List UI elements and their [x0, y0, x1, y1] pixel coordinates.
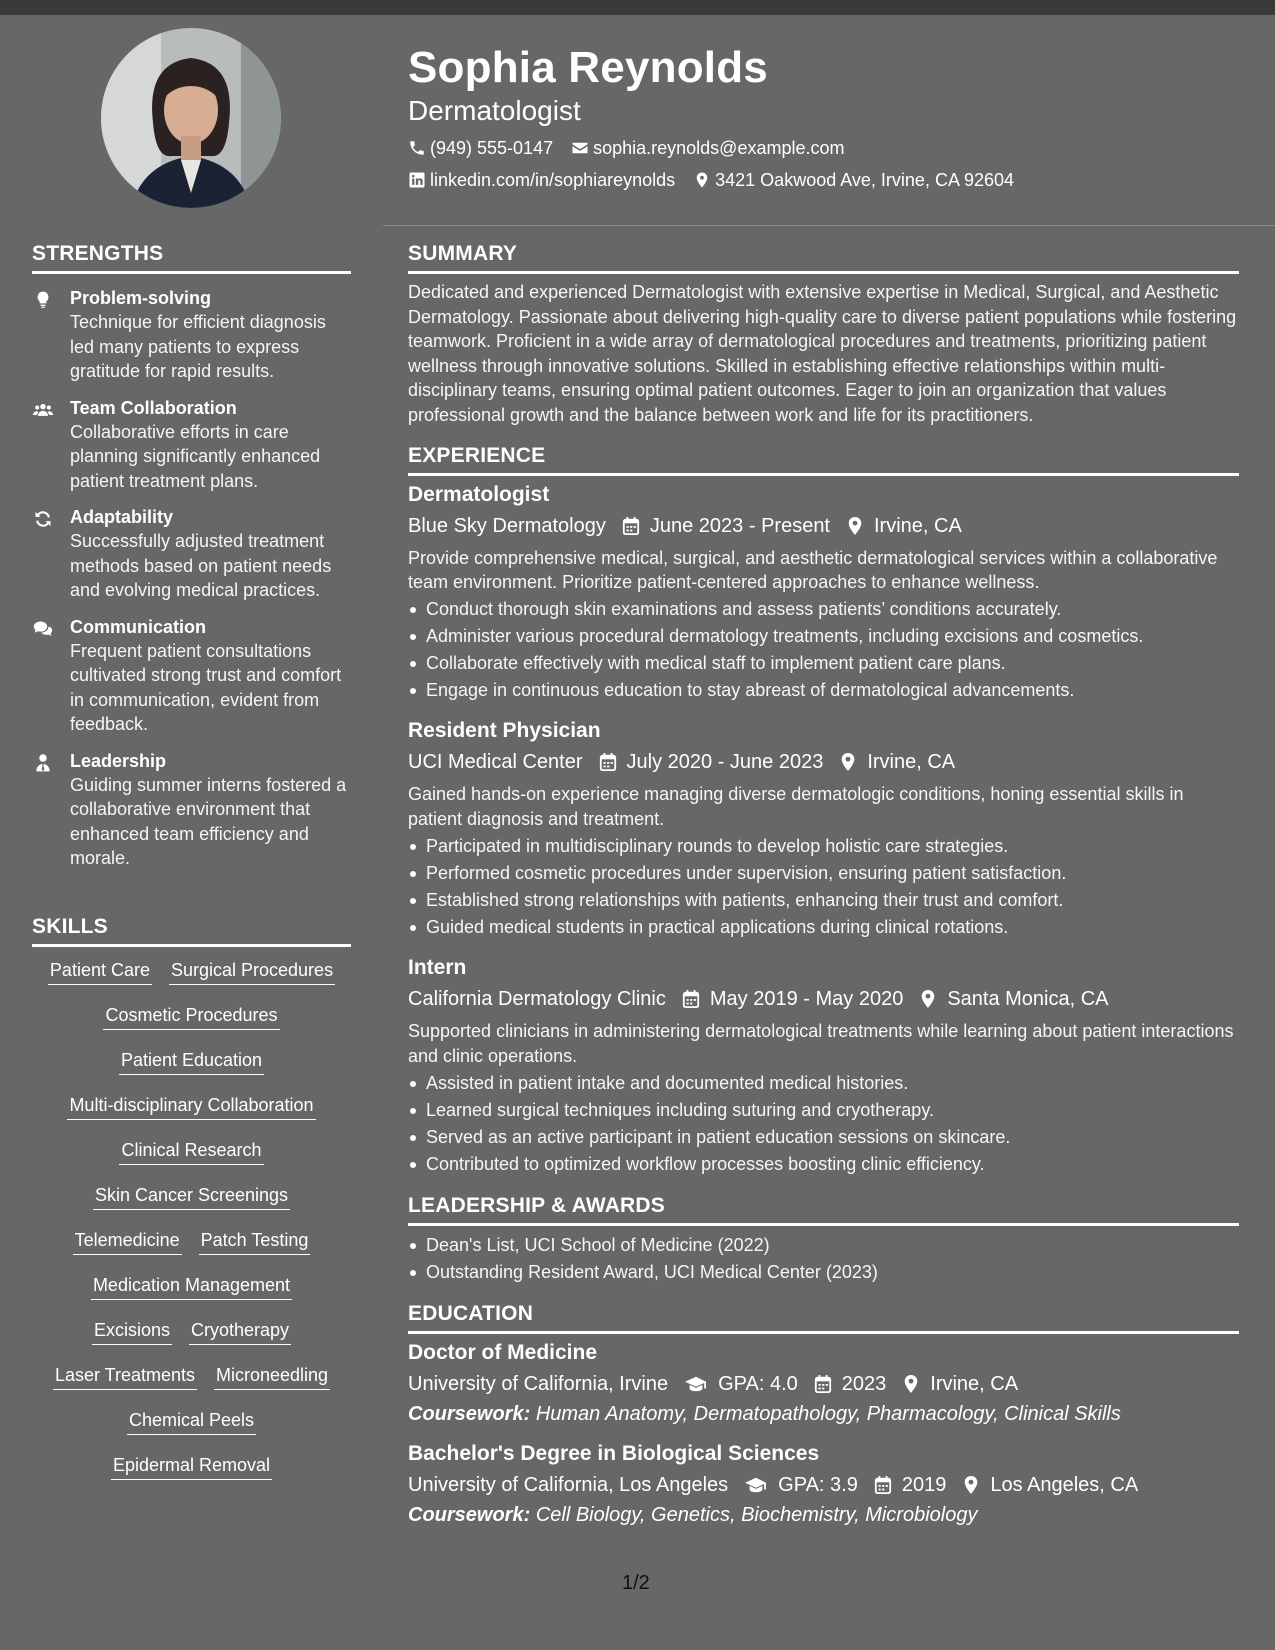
map-pin-icon [962, 1475, 980, 1495]
job-bullet: Engage in continuous education to stay abreast of dermatological advancements. [408, 677, 1239, 704]
strength-title: Team Collaboration [70, 397, 237, 418]
coursework-label: Coursework: [408, 1504, 531, 1526]
job-meta [408, 513, 1239, 539]
calendar-icon [814, 1374, 832, 1394]
strength-desc: Collaborative efforts in care planning significantly enhanced patient treatment plans. [70, 421, 321, 491]
linkedin-icon [408, 171, 426, 189]
map-pin-icon [693, 171, 711, 189]
job-description: Provide comprehensive medical, surgical, and aesthetic dermatological services within a collaborative team environment. Prioritize patient-centered approaches to enhance wellness. [408, 547, 1218, 592]
company-name: UCI Medical Center [408, 751, 583, 774]
job-entry [408, 955, 1239, 1178]
school-location: Irvine, CA [930, 1373, 1019, 1395]
strength-desc: Guiding summer interns fostered a collaborative environment that enhanced team efficiency and morale. [70, 774, 347, 868]
job-dates: June 2023 - Present [649, 514, 830, 537]
top-bar [0, 0, 1275, 15]
main-column [408, 242, 1239, 1528]
job-bullet: Collaborate effectively with medical staff to implement patient care plans. [408, 650, 1239, 677]
job-title: Intern [408, 956, 467, 980]
awards-list [408, 1232, 1239, 1286]
linkedin-text: linkedin.com/in/sophiareynolds [430, 170, 676, 190]
skill-tag: Patch Testing [199, 1229, 311, 1255]
skill-tag: Patient Care [48, 959, 152, 985]
job-location: Santa Monica, CA [947, 988, 1109, 1011]
job-bullet: Learned surgical techniques including suturing and cryotherapy. [408, 1097, 1239, 1124]
email-contact[interactable] [571, 137, 844, 159]
skill-tag: Patient Education [119, 1049, 264, 1075]
job-bullet: Served as an active participant in patient education sessions on skincare. [408, 1124, 1239, 1151]
strength-item [32, 287, 351, 384]
coursework [408, 1401, 1239, 1427]
education-entry [408, 1441, 1239, 1528]
graduation-year: 2019 [901, 1474, 947, 1496]
strength-title: Leadership [70, 750, 167, 771]
job-bullets [408, 596, 1239, 704]
strength-item [32, 616, 351, 737]
skills-list [32, 959, 351, 1499]
school-name: University of California, Los Angeles [408, 1474, 729, 1496]
graduation-year: 2023 [841, 1373, 887, 1395]
job-bullet: Administer various procedural dermatology treatments, including excisions and cosmetics. [408, 623, 1239, 650]
graduation-cap-icon [744, 1475, 768, 1495]
skills-section [32, 915, 351, 1499]
awards-section [408, 1194, 1239, 1286]
education-entry [408, 1340, 1239, 1427]
skill-tag: Excisions [92, 1319, 172, 1345]
summary-section [408, 242, 1239, 428]
skill-tag: Epidermal Removal [111, 1454, 272, 1480]
calendar-icon [682, 989, 700, 1009]
summary-text: Dedicated and experienced Dermatologist with extensive expertise in Medical, Surgical, and Aesthetic Dermatology. Passionate about delivering high-quality care to diverse patient populations while fostering teamwork. Proficient in a wide array of dermatological procedures and treatments, prioritizing patient wellness through innovative solutions. Skilled in establishing effective relationships within multi-disciplinary teams, ensuring optimal patient outcomes. Eager to join an organization that values professional growth and the balance between work and life for its practitioners. [408, 282, 1237, 425]
coursework-label: Coursework: [408, 1403, 531, 1425]
strengths-section [32, 242, 351, 871]
job-bullet: Guided medical students in practical applications during clinical rotations. [408, 914, 1239, 941]
job-bullet: Established strong relationships with patients, enhancing their trust and comfort. [408, 887, 1239, 914]
strength-desc: Successfully adjusted treatment methods based on patient needs and evolving medical practices. [70, 531, 332, 600]
strength-item [32, 750, 351, 871]
candidate-title: Dermatologist [408, 95, 581, 126]
gpa-text: GPA: 4.0 [718, 1373, 798, 1395]
skill-tag: Medication Management [91, 1274, 292, 1300]
graduation-cap-icon [684, 1374, 708, 1394]
school-name: University of California, Irvine [408, 1373, 669, 1395]
strengths-heading: STRENGTHS [32, 242, 351, 274]
calendar-icon [599, 752, 617, 772]
education-meta [408, 1371, 1239, 1397]
strength-item [32, 397, 351, 494]
map-pin-icon [902, 1374, 920, 1394]
address-contact [693, 169, 1014, 191]
sync-icon [32, 509, 54, 529]
users-icon [32, 400, 54, 420]
map-pin-icon [839, 752, 857, 772]
skill-tag: Surgical Procedures [169, 959, 335, 985]
skill-tag: Chemical Peels [127, 1409, 256, 1435]
resume-header [408, 40, 1238, 191]
skill-tag: Microneedling [214, 1364, 330, 1390]
education-meta [408, 1472, 1239, 1498]
job-bullet: Contributed to optimized workflow processes boosting clinic efficiency. [408, 1151, 1239, 1178]
awards-heading: LEADERSHIP & AWARDS [408, 1194, 1239, 1226]
job-entry [408, 482, 1239, 705]
award-item: Outstanding Resident Award, UCI Medical Center (2023) [408, 1259, 1239, 1286]
skill-tag: Cosmetic Procedures [103, 1004, 279, 1030]
strength-title: Problem-solving [70, 288, 212, 308]
job-meta [408, 986, 1239, 1012]
job-bullets [408, 833, 1239, 941]
envelope-icon [571, 139, 589, 157]
lightbulb-icon [32, 290, 54, 310]
strength-item [32, 506, 351, 603]
job-location: Irvine, CA [867, 751, 956, 774]
job-dates: May 2019 - May 2020 [709, 988, 904, 1011]
job-bullet: Participated in multidisciplinary rounds to develop holistic care strategies. [408, 833, 1239, 860]
contact-row-2 [408, 169, 1238, 191]
skill-tag: Skin Cancer Screenings [93, 1184, 290, 1210]
job-description: Gained hands-on experience managing diverse dermatologic conditions, honing essential skills in patient diagnosis and treatment. [408, 784, 1184, 829]
skill-tag: Multi-disciplinary Collaboration [67, 1094, 315, 1120]
address-text: 3421 Oakwood Ave, Irvine, CA 92604 [715, 170, 1015, 190]
gpa-text: GPA: 3.9 [778, 1474, 858, 1496]
map-pin-icon [919, 989, 937, 1009]
header-divider [383, 225, 1275, 226]
map-pin-icon [846, 516, 864, 536]
education-heading: EDUCATION [408, 1302, 1239, 1334]
skill-tag: Telemedicine [73, 1229, 182, 1255]
profile-photo [101, 28, 281, 208]
calendar-icon [622, 516, 640, 536]
phone-icon [408, 139, 426, 157]
phone-contact[interactable] [408, 137, 553, 159]
coursework-text: Human Anatomy, Dermatopathology, Pharmacology, Clinical Skills [535, 1403, 1121, 1425]
job-bullet: Performed cosmetic procedures under supervision, ensuring patient satisfaction. [408, 860, 1239, 887]
skill-tag: Cryotherapy [189, 1319, 291, 1345]
job-bullets [408, 1070, 1239, 1178]
summary-heading: SUMMARY [408, 242, 1239, 274]
school-location: Los Angeles, CA [990, 1474, 1139, 1496]
job-bullet: Assisted in patient intake and documented medical histories. [408, 1070, 1239, 1097]
experience-heading: EXPERIENCE [408, 444, 1239, 476]
job-entry [408, 718, 1239, 941]
coursework-text: Cell Biology, Genetics, Biochemistry, Microbiology [535, 1504, 978, 1526]
degree-title: Doctor of Medicine [408, 1341, 598, 1364]
chat-icon [32, 619, 54, 639]
job-description: Supported clinicians in administering dermatological treatments while learning about patient interactions and clinic operations. [408, 1021, 1234, 1066]
award-item: Dean's List, UCI School of Medicine (2022) [408, 1232, 1239, 1259]
page-number: 1/2 [622, 1572, 650, 1594]
contact-row-1 [408, 137, 1238, 159]
strength-title: Adaptability [70, 507, 174, 527]
user-tie-icon [32, 753, 54, 773]
skills-heading: SKILLS [32, 915, 351, 947]
linkedin-contact[interactable] [408, 169, 675, 191]
candidate-name: Sophia Reynolds [408, 43, 768, 92]
job-location: Irvine, CA [874, 514, 962, 537]
company-name: California Dermatology Clinic [408, 988, 666, 1011]
strength-desc: Frequent patient consultations cultivated strong trust and comfort in communication, evident from feedback. [70, 640, 342, 734]
strength-desc: Technique for efficient diagnosis led many patients to express gratitude for rapid results. [70, 312, 326, 381]
email-text: sophia.reynolds@example.com [593, 138, 845, 158]
strength-title: Communication [70, 616, 207, 637]
job-title: Dermatologist [408, 482, 550, 506]
skill-tag: Clinical Research [119, 1139, 263, 1165]
job-meta [408, 749, 1239, 775]
phone-text: (949) 555-0147 [430, 138, 554, 158]
coursework [408, 1502, 1239, 1528]
job-dates: July 2020 - June 2023 [626, 751, 824, 774]
job-bullet: Conduct thorough skin examinations and assess patients’ conditions accurately. [408, 596, 1239, 623]
experience-section [408, 444, 1239, 1178]
education-section [408, 1302, 1239, 1528]
degree-title: Bachelor's Degree in Biological Sciences [408, 1442, 820, 1465]
job-title: Resident Physician [408, 719, 601, 743]
company-name: Blue Sky Dermatology [408, 514, 606, 537]
skill-tag: Laser Treatments [53, 1364, 197, 1390]
calendar-icon [874, 1475, 892, 1495]
